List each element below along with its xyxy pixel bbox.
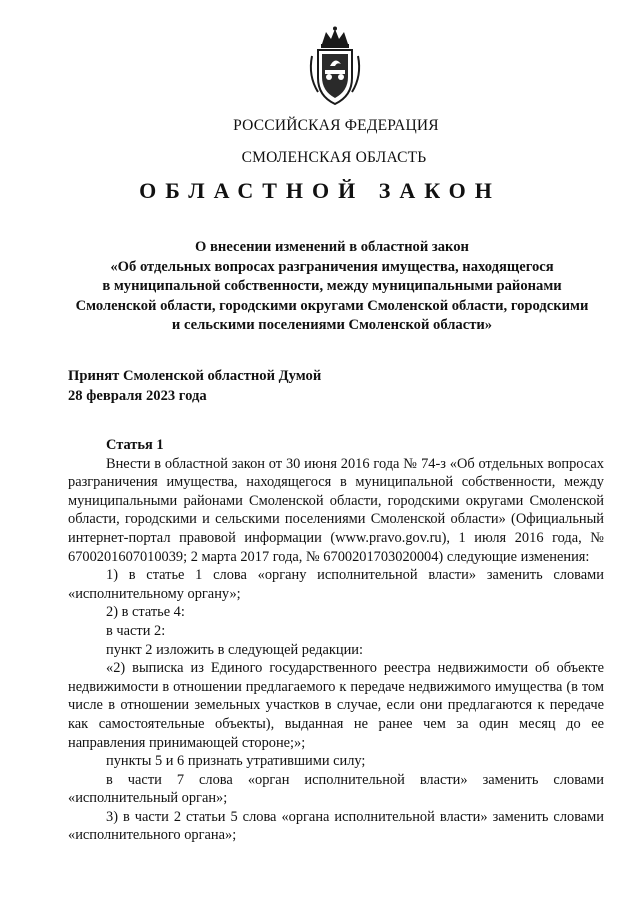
paragraph: в части 2: <box>106 622 166 639</box>
paragraph: Внести в областной закон от 30 июня 2016 года № 74-з «Об отдельных вопросах разграничения имущества, находящегося в муниципальной собственности, между муниципальными районами Смоленской области, городскими округами Смоленской области, городскими и сельскими поселениями Смоленской области» (Официальный интернет-портал правовой информации (www.pravo.gov.ru), 1 июля 2016 года, № 6700201607010039; 2 марта 2017 года, № 6700201703020004) следующие изменения: <box>68 455 604 565</box>
paragraph: 1) в статье 1 слова «органу исполнительной власти» заменить словами «исполнительному органу»; <box>68 567 604 602</box>
subject-line: О внесении изменений в областной закон <box>195 239 469 255</box>
law-body <box>68 436 604 845</box>
paragraph: пункт 2 изложить в следующей редакции: <box>106 641 363 658</box>
region-name: СМОЛЕНСКАЯ ОБЛАСТЬ <box>241 149 427 166</box>
subject-line: Смоленской области, городскими округами Смоленской области, городскими <box>75 297 589 314</box>
paragraph: 3) в части 2 статьи 5 слова «органа исполнительной власти» заменить словами «исполнительного органа»; <box>68 808 604 844</box>
document-type-title: ОБЛАСТНОЙ ЗАКОН <box>139 178 501 203</box>
coat-of-arms-icon <box>304 26 366 108</box>
paragraph: 2) в статье 4: <box>106 604 185 621</box>
law-subject <box>62 238 602 336</box>
paragraph: в части 7 слова «орган исполнительной власти» заменить словами «исполнительный орган»; <box>68 771 604 807</box>
subject-line: «Об отдельных вопросах разграничения имущества, находящегося <box>110 258 554 275</box>
paragraph: «2) выписка из Единого государственного реестра недвижимости об объекте недвижимости в отношении предлагаемого к передаче недвижимого имущества (в том числе в отношении земельных участков в случае, если они предлагаются к передаче как самостоятельные объекты), выданная не ранее чем за один месяц до ее направления принимающей стороне;»; <box>68 660 604 751</box>
country-name: РОССИЙСКАЯ ФЕДЕРАЦИЯ <box>233 117 439 134</box>
subject-line: и сельскими поселениями Смоленской области» <box>171 317 493 333</box>
article-title: Статья 1 <box>106 437 164 453</box>
adoption-info <box>68 366 321 406</box>
adoption-body: Принят Смоленской областной Думой <box>68 368 322 384</box>
subject-line: в муниципальной собственности, между муниципальными районами <box>102 278 562 294</box>
paragraph: пункты 5 и 6 признать утратившими силу; <box>106 753 366 770</box>
emblem <box>304 26 366 108</box>
adoption-date: 28 февраля 2023 года <box>68 388 207 404</box>
